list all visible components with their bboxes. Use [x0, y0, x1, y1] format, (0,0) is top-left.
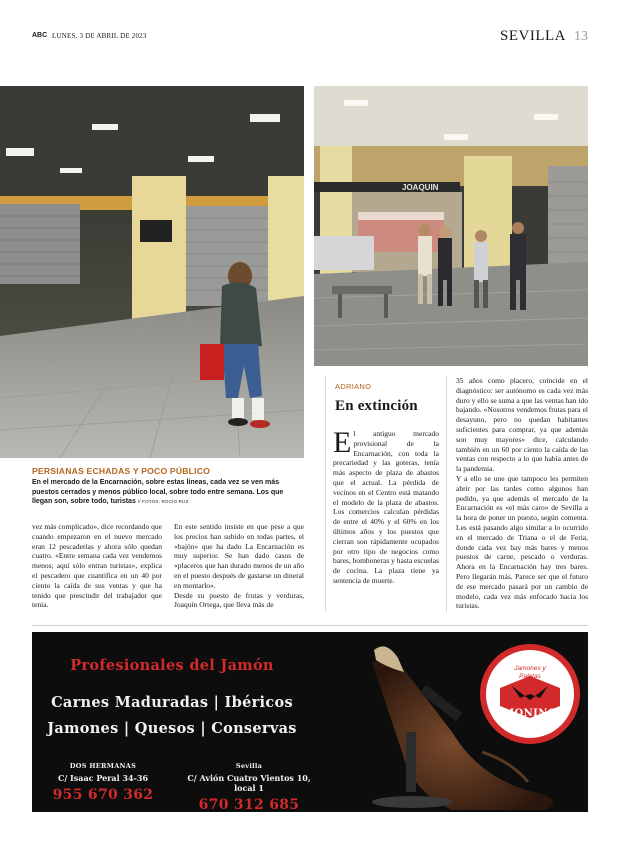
- article-column-3: 35 años como placero, coincide en el diagnóstico: ser autónomo es cada vez más duro y ello se suma a que las ventas han ido bajando. «Nosotros vendemos frutas para el desayuno, pero no quedan habitantes suficientes para comprar, ya que además son muy mayores» dice, calculando también en un 60 por ciento la caída de las ventas con respecto a lo que había antes de la pandemia. Y a ello se une que tampoco les permiten abrir por las tardes como algunos han pedido, ya que además el mercado de la Encarnación es «el más caro» de Sevilla a la hora de poner un puesto, según comenta. Les está pasando algo similar a lo ocurrido en el mercado de Triana o el de Feria, donde cada vez hay más bares y menos puestos de carne, pescado o verduras. Ahora en la Encarnación hay tres bares. Pero llegarán más. Parece ser que el futuro de ese mercado pasará por un cambio de modelo, cada vez más enfocado hacia los turistas.: [456, 376, 588, 611]
- column-divider: [325, 376, 326, 612]
- market-corridor-photo: [0, 86, 304, 458]
- article-column-1: vez más complicado», dice recordando que cuando empezaron en el nuevo mercado eran 12 pescaderías y ahora sólo quedan cuatro. «Entre semana cada vez vendemos menos; aquí sólo entran turistas», explica el pescadero que cuantifica en un 40 por ciento la caída de sus ventas y que ha tenido que prescindir del trabajador que tenía.: [32, 522, 162, 610]
- ad-branch-city: Sevilla: [235, 762, 263, 770]
- ad-branch-phone: 955 670 362: [52, 787, 154, 803]
- sidebar-dropcap: E: [333, 426, 352, 459]
- ad-branch-sevilla: [176, 762, 322, 812]
- ad-products-line-1: Carnes Maduradas | Ibéricos: [51, 694, 293, 711]
- ad-branch-address: C/ Avión Cuatro Vientos 10, local 1: [187, 773, 311, 793]
- ad-branch-city: DOS HERMANAS: [69, 762, 137, 770]
- ad-branch-address: C/ Isaac Peral 34-36: [57, 773, 149, 783]
- caption-title: PERSIANAS ECHADAS Y POCO PÚBLICO: [32, 466, 210, 476]
- logo-text-top: Jamones y: [514, 665, 546, 672]
- ad-title: Profesionales del Jamón: [70, 657, 274, 674]
- section-divider: [32, 625, 588, 626]
- photo-caption: [32, 466, 304, 507]
- logo-text-sub: Paletas: [519, 673, 541, 680]
- photo-credit: // FOTOS: ROCÍO RUZ: [137, 499, 189, 505]
- column-divider: [446, 376, 447, 612]
- caption-body: En el mercado de la Encarnación, sobre estas líneas, cada vez se ven más puestos cerrados y menos público local, sobre todo entre semana. Los que llegan son, sobre todo, turistas: [32, 479, 284, 506]
- sidebar-kicker: ADRIANO: [335, 382, 372, 391]
- page-number: 13: [574, 29, 588, 44]
- caption-text: [32, 478, 304, 507]
- logo-brand-name: MONINO: [503, 708, 557, 719]
- newspaper-brand: ABC: [32, 32, 48, 39]
- page-header: [32, 28, 588, 48]
- ad-branch-phone: 670 312 685: [198, 797, 300, 812]
- article-column-2: En este sentido insiste en que pese a que los precios han subido en todas partes, el «bajón» que ha dado La Encarnación es muy superior. Se han dado casos de «placeros que han durado menos de un año en el puesto después de gastarse un dineral en montarlo». Desde su puesto de frutas y verduras, Joaquín Ortega, que lleva más de: [174, 522, 304, 610]
- issue-date: LUNES, 3 DE ABRIL DE 2023: [52, 32, 147, 40]
- ad-branch-dos-hermanas: [48, 762, 158, 803]
- jamon-advertisement: [32, 632, 588, 812]
- section-name: SEVILLA: [500, 28, 566, 44]
- ad-products-line-2: Jamones | Quesos | Conservas: [47, 720, 297, 737]
- monino-logo: [478, 642, 582, 746]
- sidebar-headline: En extinción: [335, 398, 418, 414]
- shop-sign: JOAQUIN: [402, 183, 439, 192]
- sidebar-body: [333, 426, 440, 586]
- market-stalls-photo: [314, 86, 588, 366]
- sidebar-text: l antiguo mercado provisional de la Encarnación, con toda la precariedad y las goteras, tenía más aspecto de plaza de abastos que el actual. La pérdida de vecinos en el Centro está matando el modelo de la plaza de abastos. Los comercios calculan pérdidas de entre el 40% y el 60% en los últimos años y los puestos que cierran son rápidamente ocupados por otro tipo de negocios como bares, bomboneras y hasta escuelas de cocina. La plaza tiene ya sentencia de muerte.: [333, 429, 440, 585]
